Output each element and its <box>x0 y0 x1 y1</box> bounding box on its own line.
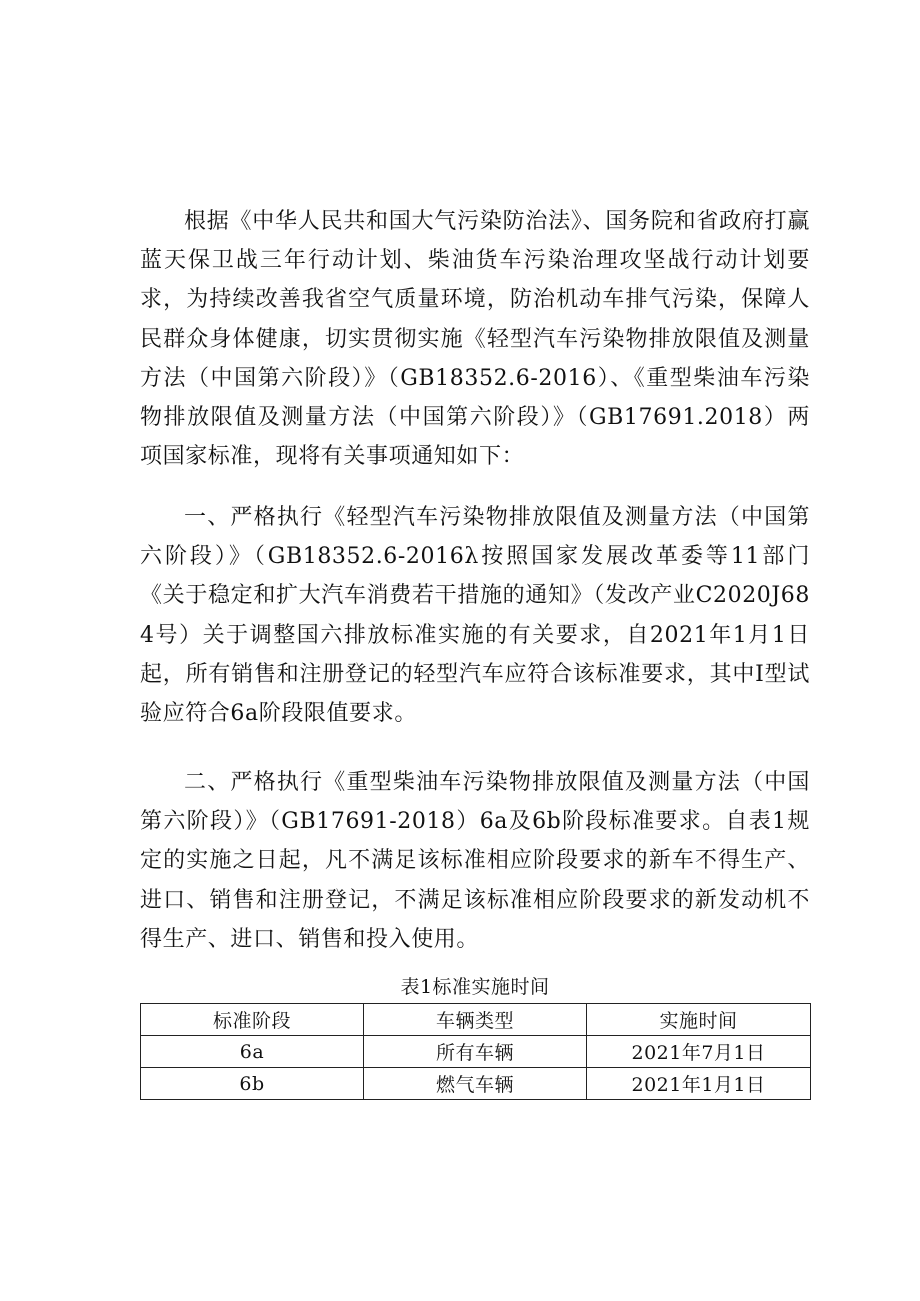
paragraph-intro: 根据《中华人民共和国大气污染防治法》、国务院和省政府打赢蓝天保卫战三年行动计划、柴油货车污染治理攻坚战行动计划要求，为持续改善我省空气质量环境，防治机动车排气污染，保障人民群众身体健康，切实贯彻实施《轻型汽车污染物排放限值及测量方法（中国第六阶段）》（GB18352.6-2016）、《重型柴油车污染物排放限值及测量方法（中国第六阶段）》（GB17691.2018）两项国家标准，现将有关事项通知如下： <box>140 209 810 470</box>
table-row <box>141 1036 811 1068</box>
table-caption: 表1标准实施时间 <box>400 976 550 998</box>
header-vehicle-type: 车辆类型 <box>364 1004 587 1036</box>
table-header-row <box>141 1004 811 1036</box>
paragraph-item-1: 一、严格执行《轻型汽车污染物排放限值及测量方法（中国第六阶段）》（GB18352.6-2016λ按照国家发展改革委等11部门《关于稳定和扩大汽车消费若干措施的通知》（发改产业C2020J684号）关于调整国六排放标准实施的有关要求，自2021年1月1日起，所有销售和注册登记的轻型汽车应符合该标准要求，其中I型试验应符合6a阶段限值要求。 <box>140 505 810 727</box>
paragraph-item-2: 二、严格执行《重型柴油车污染物排放限值及测量方法（中国第六阶段）》（GB17691-2018）6a及6b阶段标准要求。自表1规定的实施之日起，凡不满足该标准相应阶段要求的新车不得生产、进口、销售和注册登记，不满足该标准相应阶段要求的新发动机不得生产、进口、销售和投入使用。 <box>140 770 810 952</box>
cell-vehicle-type: 所有车辆 <box>364 1036 587 1068</box>
header-implementation-date: 实施时间 <box>587 1004 811 1036</box>
cell-vehicle-type: 燃气车辆 <box>364 1068 587 1100</box>
cell-stage: 6a <box>141 1036 364 1068</box>
cell-stage: 6b <box>141 1068 364 1100</box>
table-row <box>141 1068 811 1100</box>
cell-implementation-date: 2021年1月1日 <box>587 1068 811 1100</box>
implementation-schedule-table <box>140 1003 811 1100</box>
header-stage: 标准阶段 <box>141 1004 364 1036</box>
cell-implementation-date: 2021年7月1日 <box>587 1036 811 1068</box>
